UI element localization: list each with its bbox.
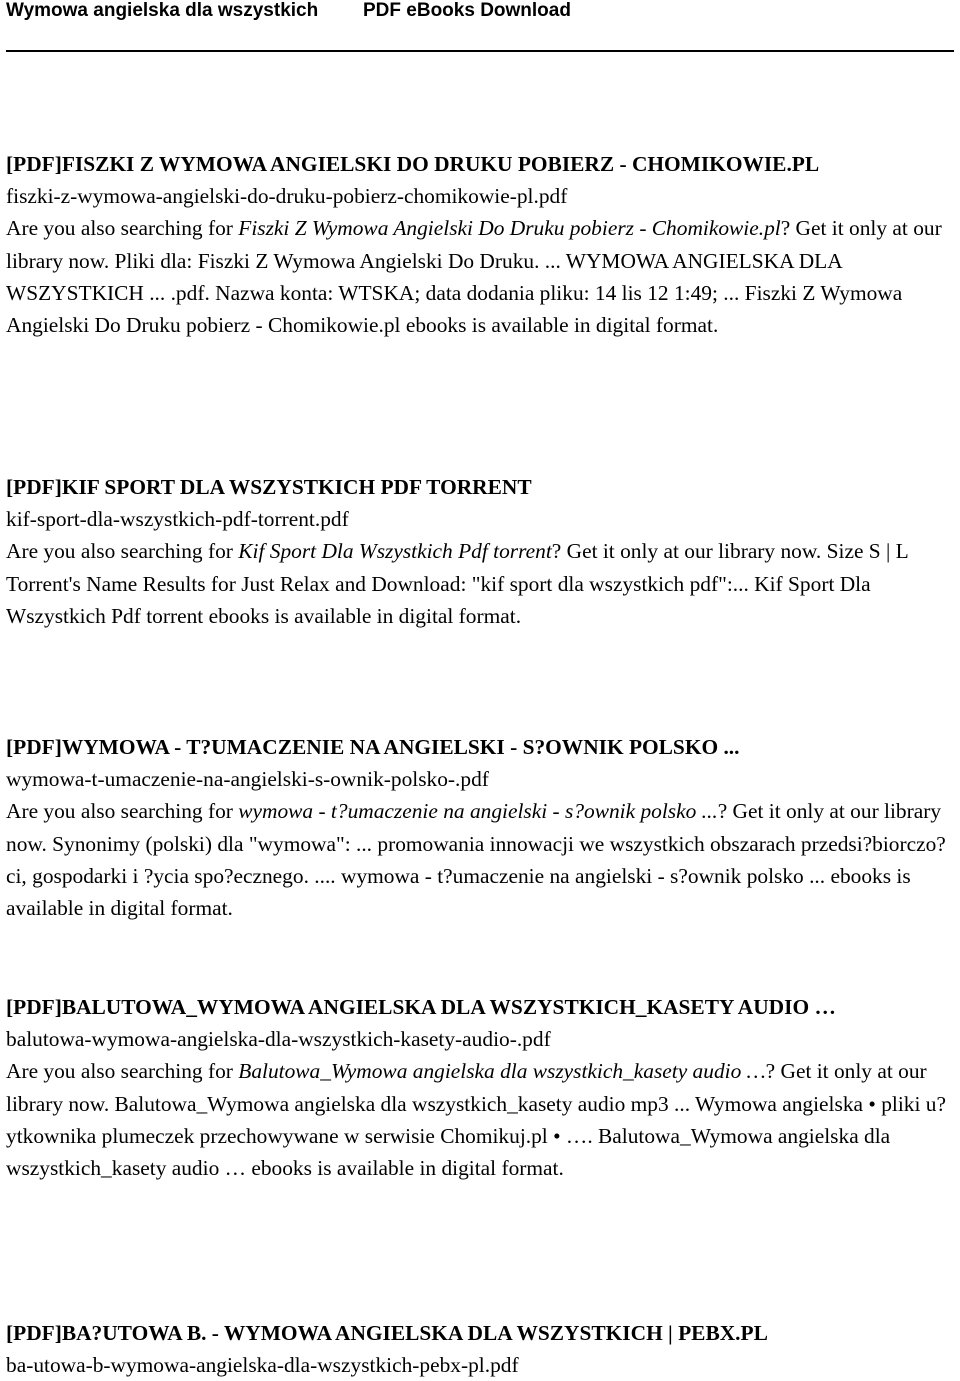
result-entry: [6, 148, 956, 341]
result-heading[interactable]: [PDF]KIF SPORT DLA WSZYSTKICH PDF TORRENT: [6, 475, 532, 499]
result-filename[interactable]: ba-utowa-b-wymowa-angielska-dla-wszystkich-pebx-pl.pdf: [6, 1353, 519, 1378]
result-entry: [6, 731, 956, 924]
result-filename[interactable]: kif-sport-dla-wszystkich-pdf-torrent.pdf: [6, 507, 349, 532]
header-title: Wymowa angielska dla wszystkich: [6, 0, 319, 21]
search-query: Balutowa_Wymowa angielska dla wszystkich_kasety audio …: [238, 1059, 766, 1084]
result-description: [6, 535, 956, 632]
description-body: ? Get it only at our library now. Balutowa_Wymowa angielska dla wszystkich_kasety audio mp3 ... Wymowa angielska • pliki u?ytkownika plumeczek przechowywane w serwisie Chomikuj.pl • …. Balutowa_Wymowa angielska dla wszystkich_kasety audio … ebooks is available in digital format.: [6, 1059, 946, 1181]
description-body: ? Get it only at our library now. Size S | L Torrent's Name Results for Just Relax and Download: "kif sport dla wszystkich pdf":... Kif Sport Dla Wszystkich Pdf torrent ebooks is available in digital format.: [6, 539, 908, 628]
page-header: [6, 0, 954, 52]
result-heading[interactable]: [PDF]BALUTOWA_WYMOWA ANGIELSKA DLA WSZYSTKICH_KASETY AUDIO …: [6, 995, 836, 1019]
result-heading[interactable]: [PDF]WYMOWA - T?UMACZENIE NA ANGIELSKI - S?OWNIK POLSKO ...: [6, 735, 740, 759]
result-heading[interactable]: [PDF]FISZKI Z WYMOWA ANGIELSKI DO DRUKU POBIERZ - CHOMIKOWIE.PL: [6, 152, 820, 176]
search-query: Kif Sport Dla Wszystkich Pdf torrent: [238, 539, 552, 564]
description-body: ? Get it only at our library now. Pliki dla: Fiszki Z Wymowa Angielski Do Druku. ... WYMOWA ANGIELSKA DLA WSZYSTKICH ... .pdf. Nazwa konta: WTSKA; data dodania pliku: 14 lis 12 1:49; ... Fiszki Z Wymowa Angielski Do Druku pobierz - Chomikowie.pl ebooks is available in digital format.: [6, 216, 942, 338]
description-body: ? Get it only at our library now. Synonimy (polski) dla "wymowa": ... promowania innowacji we wszystkich obszarach przedsi?biorczo?ci, gospodarki i ?ycia spo?ecznego. .... wymowa - t?umaczenie na angielski - s?ownik polsko ... ebooks is available in digital format.: [6, 799, 946, 921]
result-description: [6, 1055, 956, 1184]
description-intro: Are you also searching for: [6, 1059, 239, 1084]
search-query: wymowa - t?umaczenie na angielski - s?ownik polsko ...: [238, 799, 718, 824]
result-heading[interactable]: [PDF]BA?UTOWA B. - WYMOWA ANGIELSKA DLA WSZYSTKICH | PEBX.PL: [6, 1321, 768, 1345]
result-filename[interactable]: wymowa-t-umaczenie-na-angielski-s-ownik-polsko-.pdf: [6, 767, 489, 792]
result-filename[interactable]: balutowa-wymowa-angielska-dla-wszystkich-kasety-audio-.pdf: [6, 1027, 551, 1052]
search-query: Fiszki Z Wymowa Angielski Do Druku pobierz - Chomikowie.pl: [238, 216, 781, 241]
result-entry: [6, 1317, 956, 1381]
result-filename[interactable]: fiszki-z-wymowa-angielski-do-druku-pobierz-chomikowie-pl.pdf: [6, 184, 568, 209]
description-intro: Are you also searching for: [6, 799, 239, 824]
description-intro: Are you also searching for: [6, 216, 239, 241]
result-entry: [6, 471, 956, 632]
result-entry: [6, 991, 956, 1184]
description-intro: Are you also searching for: [6, 539, 239, 564]
result-description: [6, 212, 956, 341]
result-description: [6, 795, 956, 924]
header-subtitle: PDF eBooks Download: [363, 0, 571, 21]
